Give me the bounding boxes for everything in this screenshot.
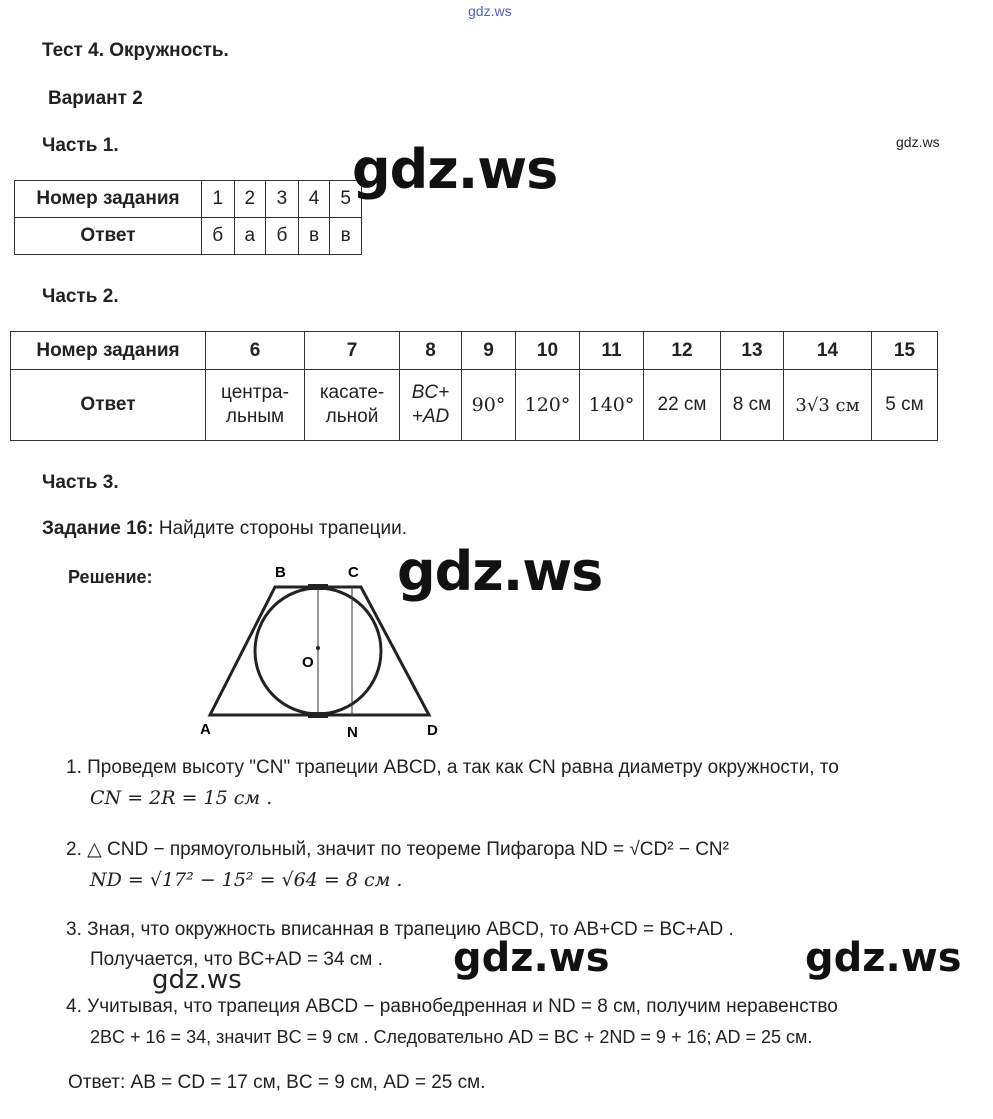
step-line-2: 2BC + 16 = 34, значит BC = 9 см . Следовательно AD = BC + 2ND = 9 + 16; AD = 25 см. <box>90 1027 813 1047</box>
step-1 <box>66 753 986 813</box>
part2-number: 7 <box>305 332 400 370</box>
watermark-small-bottom: gdz.ws <box>152 965 242 995</box>
page-title: Тест 4. Окружность. <box>42 40 229 61</box>
part2-answer: 90° <box>462 370 516 441</box>
part2-answer: BC+ +AD <box>400 370 462 441</box>
step-number: 1. <box>66 757 82 778</box>
part2-answer: 8 см <box>721 370 784 441</box>
watermark-mid-2: gdz.ws <box>805 935 962 981</box>
watermark-mid-1: gdz.ws <box>453 935 610 981</box>
part1-answer: в <box>298 218 330 255</box>
solution-label: Решение: <box>68 567 153 587</box>
part1-answer: б <box>266 218 299 255</box>
center-point <box>316 646 320 650</box>
task-16 <box>42 518 407 540</box>
step-line-1: Зная, что окружность вписанная в трапецию ABCD, то AB+CD = BC+AD . <box>87 919 734 940</box>
part2-number: 6 <box>206 332 305 370</box>
variant-heading: Вариант 2 <box>48 88 143 109</box>
part1-number: 4 <box>298 181 330 218</box>
label-o: O <box>302 654 314 671</box>
part3-heading: Часть 3. <box>42 472 119 493</box>
label-c: C <box>348 564 359 581</box>
part2-number: 12 <box>644 332 721 370</box>
part2-table <box>10 331 938 441</box>
part1-answer-label: Ответ <box>15 218 202 255</box>
step-line-1: Проведем высоту "CN" трапеции ABCD, а так как CN равна диаметру окружности, то <box>87 757 839 778</box>
step-line-2: CN = 2R = 15 см . <box>90 787 273 809</box>
step-line-2: ND = √17² − 15² = √64 = 8 см . <box>90 869 403 891</box>
part2-number: 9 <box>462 332 516 370</box>
part1-answer: а <box>234 218 266 255</box>
part2-answer-label: Ответ <box>11 370 206 441</box>
part2-number: 10 <box>516 332 580 370</box>
part1-number: 3 <box>266 181 299 218</box>
part1-answer: в <box>330 218 362 255</box>
part2-answer: 140° <box>580 370 644 441</box>
part2-heading: Часть 2. <box>42 286 119 307</box>
part1-answer: б <box>202 218 235 255</box>
part1-table <box>14 180 362 255</box>
watermark-big-2: gdz.ws <box>397 540 603 603</box>
watermark-small-right: gdz.ws <box>896 134 940 150</box>
part2-number: 11 <box>580 332 644 370</box>
step-number: 4. <box>66 996 82 1017</box>
label-d: D <box>427 722 438 739</box>
watermark-top: gdz.ws <box>468 3 512 19</box>
trapezoid-shape <box>210 587 429 715</box>
label-b: B <box>275 564 286 581</box>
task-16-label: Задание 16: <box>42 518 154 539</box>
part1-number: 1 <box>202 181 235 218</box>
label-a: A <box>200 721 211 738</box>
step-line-1: Учитывая, что трапеция ABCD − равнобедренная и ND = 8 см, получим неравенство <box>87 996 838 1017</box>
step-number: 3. <box>66 919 82 940</box>
part2-number: 13 <box>721 332 784 370</box>
part2-answer: касате- льной <box>305 370 400 441</box>
part2-number: 14 <box>784 332 872 370</box>
part1-heading: Часть 1. <box>42 135 119 156</box>
task-16-text: Найдите стороны трапеции. <box>153 518 407 539</box>
step-number: 2. <box>66 839 82 860</box>
part1-number-label: Номер задания <box>15 181 202 218</box>
watermark-big-1: gdz.ws <box>352 138 558 201</box>
part2-number: 15 <box>872 332 938 370</box>
step-4 <box>66 992 991 1052</box>
part2-number: 8 <box>400 332 462 370</box>
step-2 <box>66 835 986 895</box>
part2-answer: 120° <box>516 370 580 441</box>
final-answer: Ответ: AB = CD = 17 см, BC = 9 см, AD = 25 см. <box>68 1072 486 1093</box>
part2-answer: 5 см <box>872 370 938 441</box>
step-line-2: Получается, что BC+AD = 34 см . <box>90 949 383 970</box>
part2-answer: 22 см <box>644 370 721 441</box>
part2-answer: центра- льным <box>206 370 305 441</box>
step-line-1: △ CND − прямоугольный, значит по теореме Пифагора ND = √CD² − CN² <box>87 839 729 860</box>
part2-answer: 3√3 см <box>784 370 872 441</box>
part1-number: 2 <box>234 181 266 218</box>
label-n: N <box>347 724 358 741</box>
part2-number-label: Номер задания <box>11 332 206 370</box>
part1-number: 5 <box>330 181 362 218</box>
